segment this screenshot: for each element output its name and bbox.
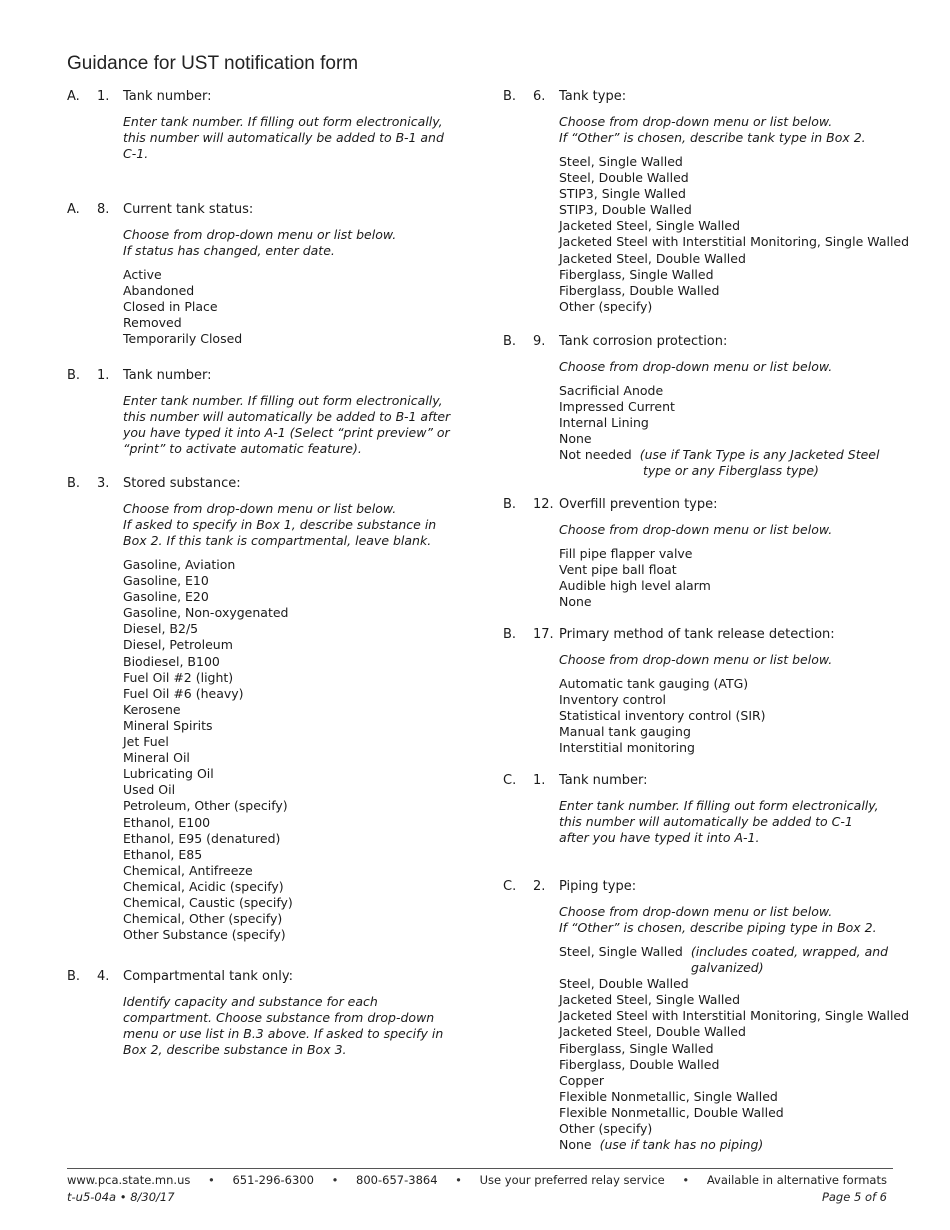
footer-separator: • [208,1173,215,1187]
option-item: Fiberglass, Double Walled [559,282,720,298]
section-a1 [67,88,457,201]
option-item: Manual tank gauging [559,724,691,740]
option-item: Chemical, Caustic (specify) [123,894,293,910]
section-label: Tank number: [123,368,212,383]
option-item: Chemical, Other (specify) [123,911,283,927]
section-letter: B. [503,89,517,104]
section-letter: B. [67,476,81,491]
section-letter: A. [67,89,80,104]
option-item: Fiberglass, Double Walled [559,1056,720,1072]
option-item: Copper [559,1072,605,1088]
section-label: Stored substance: [123,476,241,491]
section-a8 [67,201,457,367]
option-item: Gasoline, Aviation [123,557,236,572]
option-item: Steel, Double Walled [559,170,689,186]
section-number: 17. [533,627,554,642]
section-label: Current tank status: [123,202,254,217]
option-list [559,383,923,480]
option-item: Diesel, B2/5 [123,621,199,637]
section-b1 [67,367,457,475]
option-item: Chemical, Acidic (specify) [123,878,284,894]
section-c2 [503,878,923,1153]
option-text: Steel, Single Walled [559,944,683,959]
section-number: 8. [97,202,110,217]
option-item: Mineral Spirits [123,717,213,733]
option-item: Jacketed Steel with Interstitial Monitoring, Single Walled [559,1008,910,1024]
option-item: Petroleum, Other (specify) [123,798,288,814]
option-note: (use if tank has no piping) [599,1137,764,1153]
option-text: Not needed [559,447,632,463]
section-number: 1. [533,773,546,788]
option-item: Jacketed Steel, Single Walled [559,218,741,234]
option-item: Mineral Oil [123,750,190,766]
option-item: Flexible Nonmetallic, Double Walled [559,1104,784,1120]
option-note: (use if Tank Type is any Jacketed Steel [639,447,880,463]
section-letter: B. [67,969,81,984]
instructions: Enter tank number. If filling out form electronically, this number will automatically be added to B-1 and C-1. [123,114,444,161]
section-b3 [67,475,457,968]
right-column [503,88,923,1153]
option-item: Flexible Nonmetallic, Single Walled [559,1088,778,1104]
footer-alt-formats: Available in alternative formats [706,1173,887,1187]
section-b12 [503,496,923,626]
option-item [559,1137,923,1153]
footer-doc-id: t-u5-04a • 8/30/17 [67,1190,175,1204]
section-number: 9. [533,334,546,349]
section-letter: B. [503,334,517,349]
section-number: 4. [97,969,110,984]
instructions: Enter tank number. If filling out form electronically, this number will automatically be added to B-1 after you have typed it into A-1 (Select “print preview” or “print” to activate automatic feature). [123,393,451,456]
footer-page-number: Page 5 of 6 [821,1190,887,1204]
option-item: Temporarily Closed [123,331,243,347]
option-item: Ethanol, E100 [123,814,211,830]
option-item: STIP3, Single Walled [559,186,686,202]
option-item: Automatic tank gauging (ATG) [559,676,749,691]
option-item: Steel, Double Walled [559,976,689,992]
option-item: Other (specify) [559,298,653,314]
footer-phone-local: 651-296-6300 [232,1173,314,1187]
option-list [123,557,457,943]
option-list [559,944,923,1153]
option-item: Lubricating Oil [123,766,214,782]
footer-divider [67,1168,893,1169]
option-item: Jacketed Steel, Double Walled [559,1024,746,1040]
option-item: Fiberglass, Single Walled [559,266,714,282]
footer-contact-line [67,1173,887,1187]
footer-separator: • [455,1173,462,1187]
option-item: Jacketed Steel with Interstitial Monitoring, Single Walled [559,234,910,250]
section-label: Tank number: [559,773,648,788]
option-item: Audible high level alarm [559,578,711,594]
footer-phone-tollfree: 800-657-3864 [356,1173,438,1187]
section-b17 [503,626,923,772]
section-label: Compartmental tank only: [123,969,293,984]
option-item: None [559,594,592,610]
option-item: Interstitial monitoring [559,740,695,756]
section-letter: B. [503,497,517,512]
option-item: Ethanol, E85 [123,846,203,862]
option-item: Biodiesel, B100 [123,653,220,669]
footer-separator: • [682,1173,690,1187]
instructions: Choose from drop-down menu or list below. [559,522,833,537]
section-b9 [503,333,923,496]
instructions: Identify capacity and substance for each compartment. Choose substance from drop-down menu or use list in B.3 above. If asked to specify in Box 2, describe substance in Box 3. [123,994,444,1057]
section-letter: B. [503,627,517,642]
option-item: Gasoline, E10 [123,573,209,589]
option-item: Fiberglass, Single Walled [559,1040,714,1056]
option-item: Ethanol, E95 (denatured) [123,830,281,846]
option-note: (includes coated, wrapped, and [690,944,889,959]
section-label: Primary method of tank release detection: [559,627,835,642]
section-number: 1. [97,89,110,104]
option-item: Steel, Single Walled [559,154,683,169]
option-item: Gasoline, Non-oxygenated [123,605,289,621]
option-item: Chemical, Antifreeze [123,862,253,878]
option-item: Jacketed Steel, Single Walled [559,992,741,1008]
footer-relay: Use your preferred relay service [479,1173,665,1187]
option-item: Fuel Oil #6 (heavy) [123,685,244,701]
section-label: Tank number: [123,89,212,104]
option-item [559,944,923,960]
option-item: Internal Lining [559,415,649,431]
section-b6 [503,88,923,333]
footer-separator: • [331,1173,339,1187]
section-label: Overfill prevention type: [559,497,718,512]
section-label: Tank type: [559,89,627,104]
option-note-continued: galvanized) [691,960,764,976]
footer-doc-line [67,1190,887,1204]
section-b4 [67,968,457,1058]
option-list [559,676,923,756]
option-group [559,976,923,1137]
option-text: None [559,1137,592,1153]
option-item: Other Substance (specify) [123,927,286,943]
section-number: 2. [533,879,546,894]
section-label: Tank corrosion protection: [559,334,728,349]
option-item: Jacketed Steel, Double Walled [559,250,746,266]
option-item: Fuel Oil #2 (light) [123,669,234,685]
section-label: Piping type: [559,879,637,894]
section-number: 6. [533,89,546,104]
option-item: Vent pipe ball float [559,562,677,578]
section-letter: B. [67,368,81,383]
option-item: STIP3, Double Walled [559,202,692,218]
instructions: Choose from drop-down menu or list below. [559,652,833,667]
option-item: Inventory control [559,692,667,708]
instructions: Choose from drop-down menu or list below. If “Other” is chosen, describe tank type in Box 2. [559,114,866,145]
section-number: 1. [97,368,110,383]
option-item: None [559,431,592,447]
option-item: Used Oil [123,782,176,798]
left-column [67,88,457,1058]
option-item: Statistical inventory control (SIR) [559,708,766,724]
option-note-continued: type or any Fiberglass type) [643,463,819,479]
option-group [559,383,923,447]
option-item: Other (specify) [559,1121,653,1137]
section-number: 3. [97,476,110,491]
option-item: Kerosene [123,701,181,717]
section-number: 12. [533,497,554,512]
page-title: Guidance for UST notification form [67,53,359,74]
option-item: Impressed Current [559,399,675,415]
option-item [559,447,923,463]
instructions: Choose from drop-down menu or list below. [559,359,833,374]
option-item: Jet Fuel [123,734,169,750]
instructions: Choose from drop-down menu or list below. If status has changed, enter date. [123,227,397,258]
section-c1 [503,772,923,878]
footer-website[interactable]: www.pca.state.mn.us [67,1173,191,1187]
option-item: Active [123,267,162,282]
option-item: Sacrificial Anode [559,383,664,398]
section-letter: C. [503,773,517,788]
option-item: Abandoned [123,283,195,299]
option-list [123,267,457,347]
instructions: Enter tank number. If filling out form electronically, this number will automatically be added to C-1 after you have typed it into A-1. [559,798,879,845]
instructions: Choose from drop-down menu or list below. If asked to specify in Box 1, describe substance in Box 2. If this tank is compartmental, leave blank. [123,501,437,548]
instructions: Choose from drop-down menu or list below. If “Other” is chosen, describe piping type in Box 2. [559,904,877,935]
option-item: Gasoline, E20 [123,589,209,605]
option-item: Removed [123,315,182,331]
section-letter: C. [503,879,517,894]
section-letter: A. [67,202,80,217]
option-list [559,546,923,610]
option-item: Fill pipe flapper valve [559,546,693,561]
option-item: Diesel, Petroleum [123,637,233,653]
option-item: Closed in Place [123,299,218,315]
option-list [559,154,923,315]
